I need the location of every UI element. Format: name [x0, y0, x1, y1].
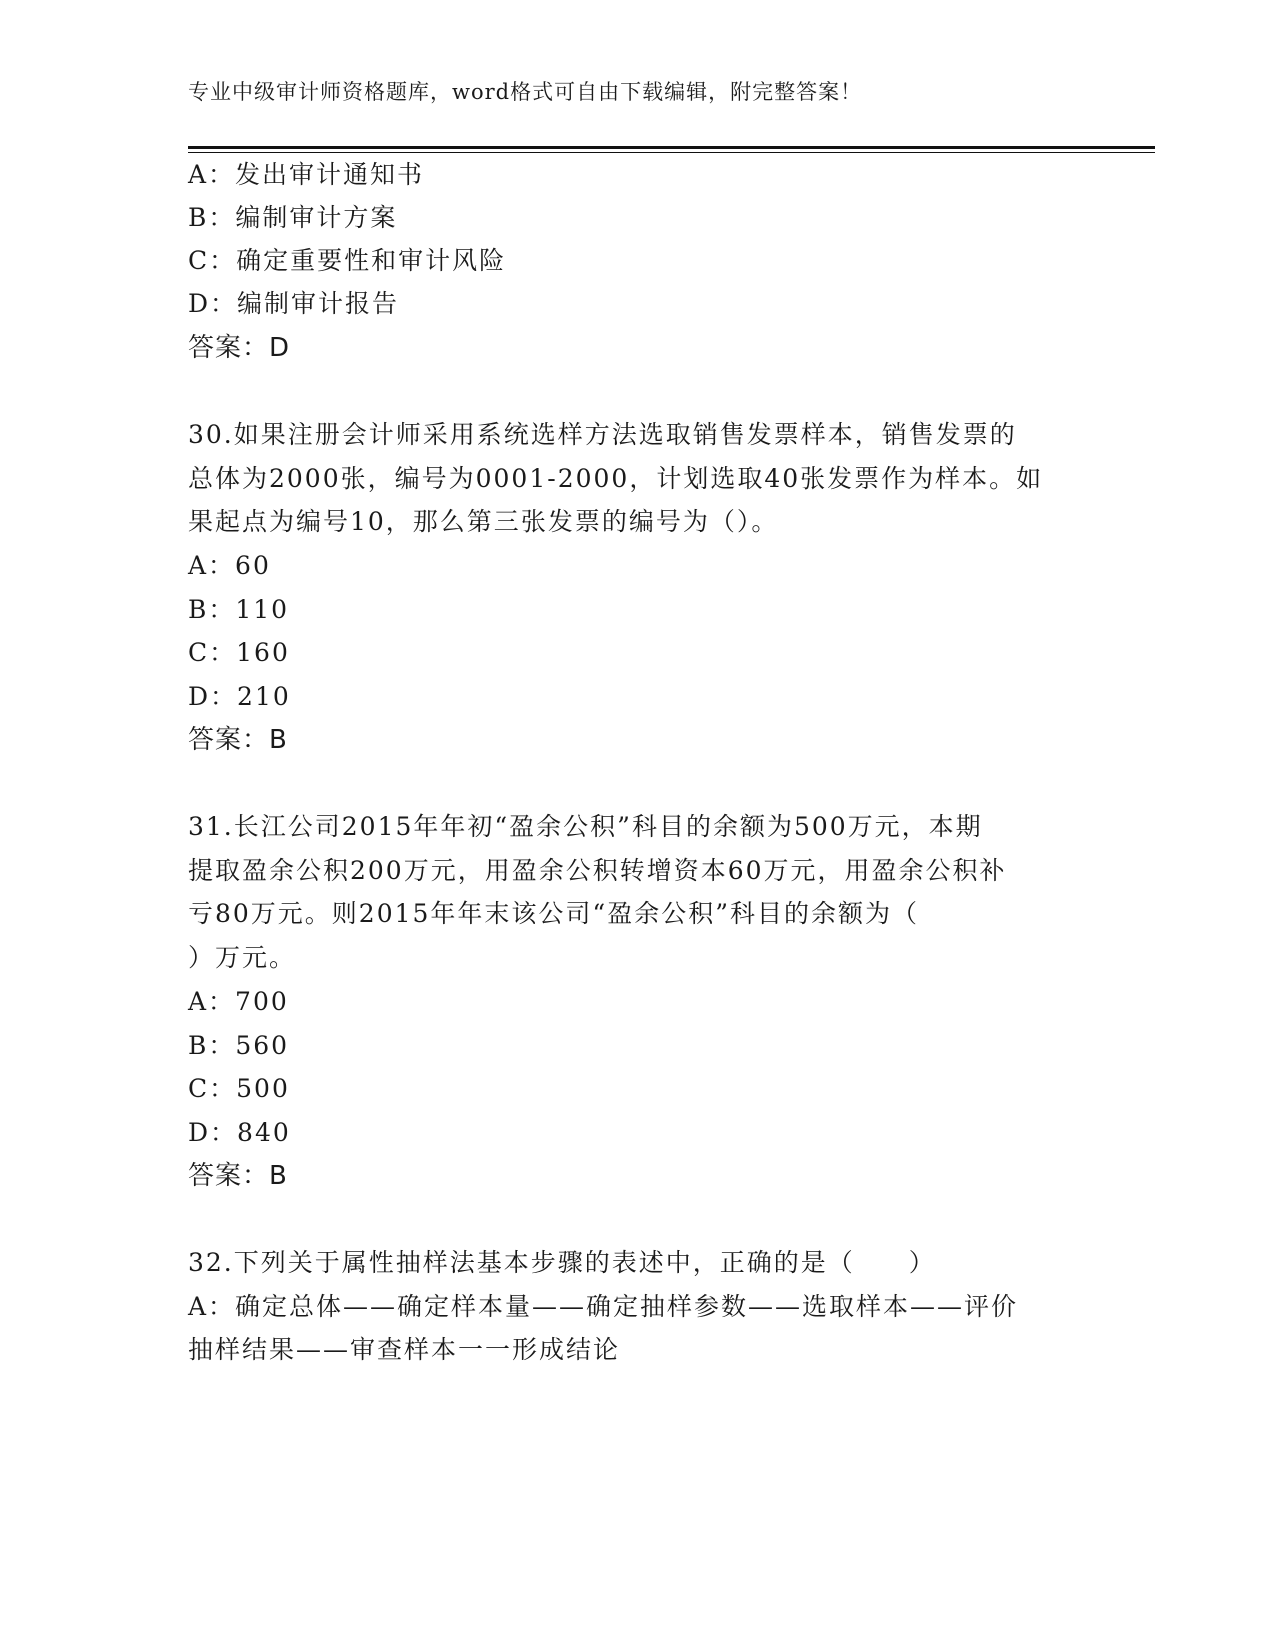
q30-option-d: D：210 — [188, 682, 291, 711]
q31-option-c: C：500 — [188, 1074, 290, 1103]
header-rule-thin — [188, 152, 1155, 153]
q30-answer: 答案：B — [188, 725, 288, 755]
page-header: 专业中级审计师资格题库，word格式可自由下载编辑，附完整答案！ — [188, 80, 863, 104]
q31-stem-line-4: ）万元。 — [188, 943, 297, 972]
q31-option-b: B：560 — [188, 1031, 290, 1060]
q31-option-d: D：840 — [188, 1118, 291, 1147]
q30-stem-line-2: 总体为2000张，编号为0001-2000，计划选取40张发票作为样本。如 — [188, 464, 1044, 493]
q30-stem-line-3: 果起点为编号10，那么第三张发票的编号为（）。 — [188, 507, 779, 536]
q31-stem-line-1: 31.长江公司2015年年初“盈余公积”科目的余额为500万元，本期 — [188, 812, 983, 841]
q30-option-c: C：160 — [188, 638, 290, 667]
q32-option-a-line-2: 抽样结果——审查样本一一形成结论 — [188, 1335, 621, 1364]
q30-option-a: A：60 — [188, 551, 271, 580]
q29-option-b: B：编制审计方案 — [188, 203, 398, 232]
q29-option-c: C：确定重要性和审计风险 — [188, 246, 507, 275]
q32-stem-line-1: 32.下列关于属性抽样法基本步骤的表述中，正确的是（ ） — [188, 1248, 936, 1277]
q29-option-d: D：编制审计报告 — [188, 289, 400, 318]
q31-answer: 答案：B — [188, 1161, 288, 1191]
q30-stem-line-1: 30.如果注册会计师采用系统选样方法选取销售发票样本，销售发票的 — [188, 420, 1017, 449]
q31-option-a: A：700 — [188, 987, 289, 1016]
q30-option-b: B：110 — [188, 595, 290, 624]
q31-stem-line-2: 提取盈余公积200万元，用盈余公积转增资本60万元，用盈余公积补 — [188, 856, 1007, 885]
q29-answer: 答案：D — [188, 333, 291, 363]
q32-option-a-line-1: A：确定总体——确定样本量——确定抽样参数——选取样本——评价 — [188, 1292, 1019, 1321]
q29-option-a: A：发出审计通知书 — [188, 160, 425, 189]
header-rule-thick — [188, 146, 1155, 149]
q31-stem-line-3: 亏80万元。则2015年年末该公司“盈余公积”科目的余额为（ — [188, 899, 919, 928]
